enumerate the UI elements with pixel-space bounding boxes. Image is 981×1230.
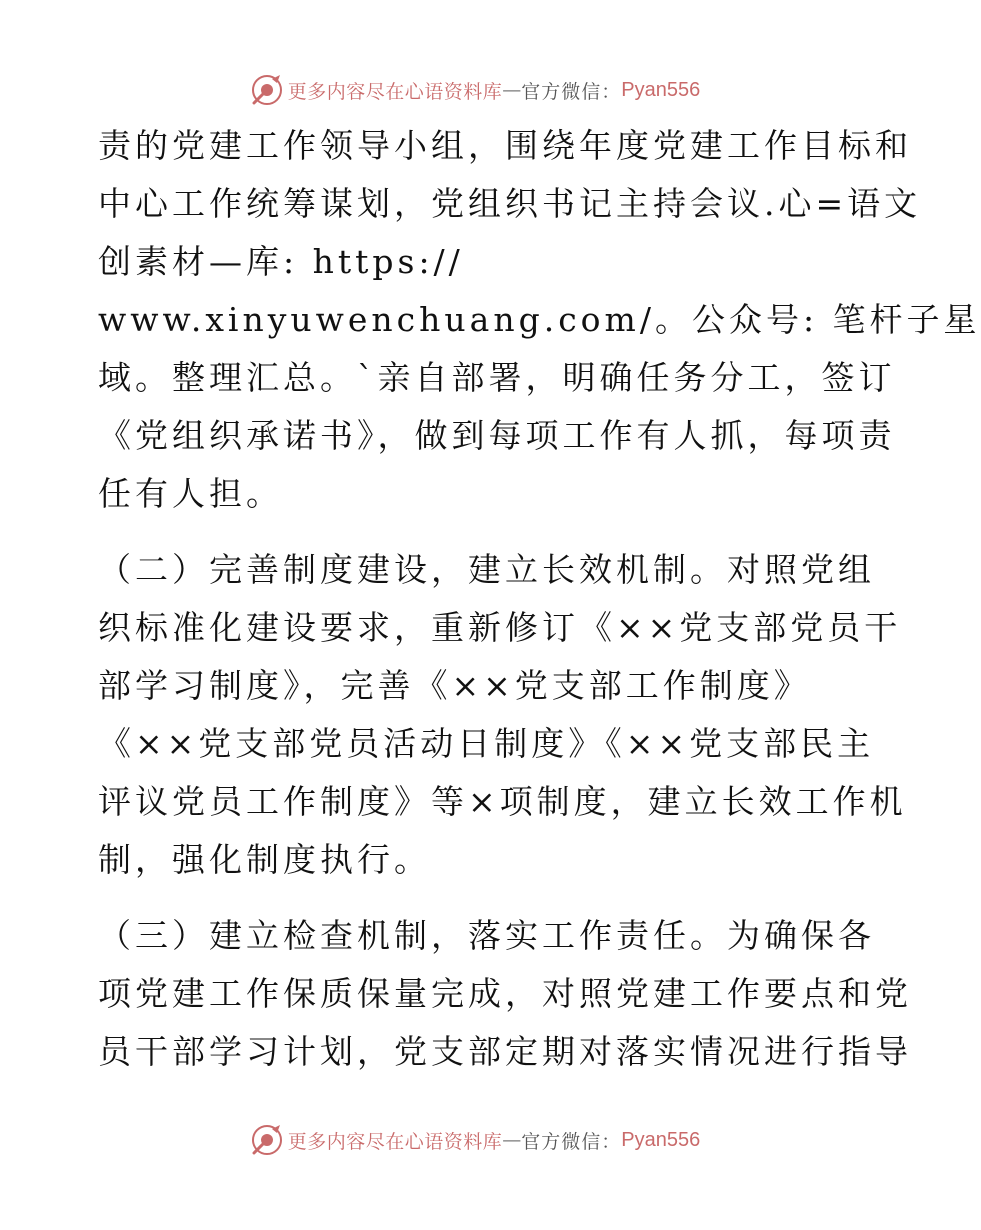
body-line: 中心工作统筹谋划，党组织书记主持会议.心=语文 — [98, 184, 922, 223]
watermark-text: 更多内容尽在心语资料库 — [287, 1130, 503, 1153]
body-line: 制，强化制度执行。 — [98, 840, 431, 879]
wechat-id: Pyan556 — [621, 1128, 701, 1151]
body-line: 《××党支部党员活动日制度》《××党支部民主 — [98, 724, 875, 763]
footer-watermark — [0, 1120, 950, 1160]
body-line: （三）建立检查机制，落实工作责任。为确保各 — [98, 916, 875, 955]
pen-logo-icon — [250, 73, 284, 107]
wechat-label: 官方微信： — [521, 1130, 622, 1153]
body-line: （二）完善制度建设，建立长效机制。对照党组 — [98, 550, 875, 589]
body-line: www.xinyuwenchuang.com/。公众号: 笔杆子星 — [98, 300, 981, 339]
body-line: 部学习制度》，完善《××党支部工作制度》 — [98, 666, 811, 705]
body-line: 任有人担。 — [98, 474, 283, 513]
pen-logo-icon — [250, 1123, 284, 1157]
body-line: 域。整理汇总。`亲自部署，明确任务分工，签订 — [98, 358, 896, 397]
watermark-text: 更多内容尽在心语资料库 — [287, 80, 503, 103]
wechat-id: Pyan556 — [621, 78, 701, 101]
watermark-separator: — — [502, 1129, 522, 1151]
header-watermark — [0, 70, 950, 110]
wechat-label: 官方微信： — [521, 80, 622, 103]
body-line: 评议党员工作制度》等×项制度，建立长效工作机 — [98, 782, 907, 821]
body-line: 员干部学习计划，党支部定期对落实情况进行指导 — [98, 1032, 912, 1071]
body-line: 《党组织承诺书》，做到每项工作有人抓，每项责 — [98, 416, 896, 455]
body-line: 责的党建工作领导小组，围绕年度党建工作目标和 — [98, 126, 912, 165]
body-line: 项党建工作保质保量完成，对照党建工作要点和党 — [98, 974, 912, 1013]
body-line: 创素材—库: https:// — [98, 242, 464, 281]
body-line: 织标准化建设要求，重新修订《××党支部党员干 — [98, 608, 902, 647]
watermark-separator: — — [502, 79, 522, 101]
